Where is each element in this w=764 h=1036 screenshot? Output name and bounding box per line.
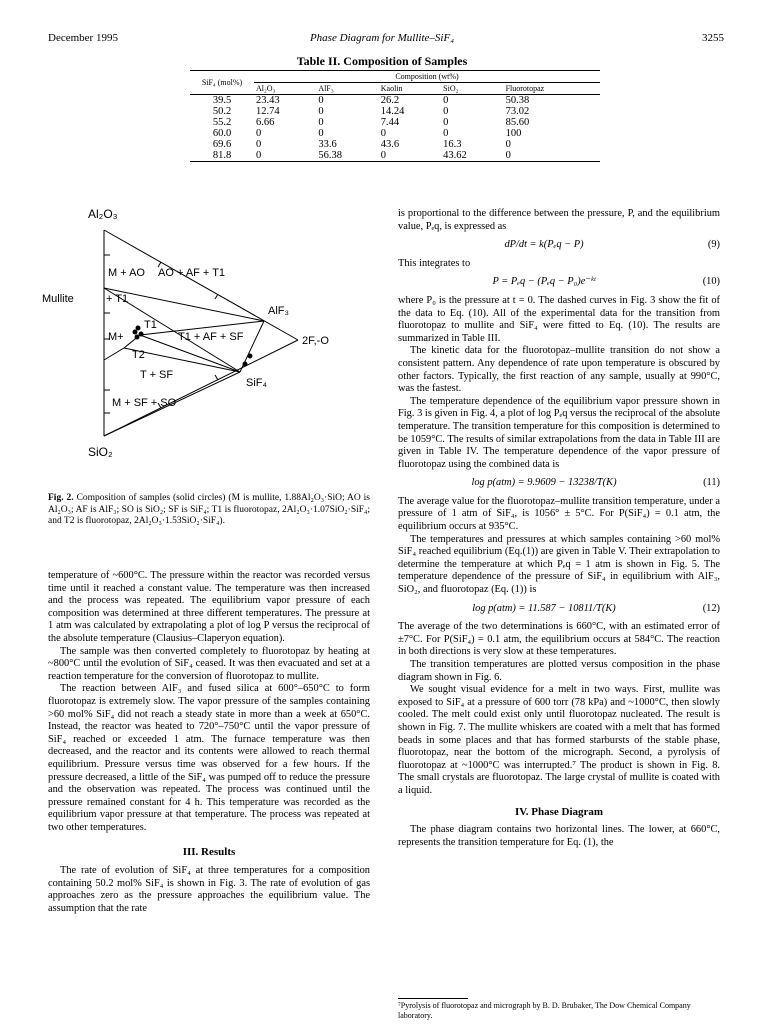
label-sif4: SiF₄ [246,377,267,389]
table-cell: 73.02 [505,106,530,117]
table-cell: 0 [256,128,262,139]
table-header-sif4: SiF₄ (mol%) [201,78,243,87]
equation-9: dP/dt = k(Pₑq − P) (9) [504,239,720,251]
table-cell: 0 [505,139,511,150]
right-paragraph-1: is proportional to the difference between the pressure, P, and the equilibrium value, Pₑq, is expressed as [398,208,720,232]
table-cell: 0 [318,128,324,139]
label-t1-af-sf: T1 + AF + SF [178,331,244,343]
axis-al2o3-2f [104,230,298,340]
table-header-al2o3: Al₂O₃ [256,84,276,93]
right-paragraph-9: The transition temperatures are plotted versus composition in the phase diagram shown in Fig. 6. [398,659,720,683]
table-cell: 6.66 [256,117,275,128]
figure-caption [48,493,370,528]
right-paragraph-2: This integrates to [398,257,471,269]
table-cell: 100 [505,128,522,139]
label-m-t1: + T1 [106,293,129,305]
page-number: 3255 [702,32,724,44]
left-paragraph-3: The reaction between AlF₃ and fused silica at 600°–650°C to form fluorotopaz is extremely slow. The vapor pressure of the samples containing >60 mol% SiF₄ did not reach a steady state in more than a week at 650°C. Instead, the reactor was heated to 720°–750°C until the vapor pressure of SiF₄ reached or exceeded 1 atm. The furnace temperature was then decreased, and the reactor and its contents were allowed to reach thermal equilibrium. Pressure versus time was observed for a few hours. If the pressure decreased, a little of the SiF₄ was pumped off to reduce the pressure and the observation was repeated. The process was continued until the pressure remained constant for 4 h. This temperature was recorded as the equilibrium vapor pressure at that temperature. The process was repeated at two other temperatures. [48,683,370,833]
label-alf3: AlF₃ [268,305,289,317]
footnote [398,998,720,1021]
label-sio2: SiO₂ [88,445,113,459]
equation-12: log p(atm) = 11.587 − 10811/T(K) (12) [472,602,720,614]
right-column [398,208,720,849]
table-cell: 23.43 [256,95,280,106]
right-paragraph-10: We sought visual evidence for a melt in two ways. First, mullite was exposed to SiF₄ at a pressure of 600 torr (78 kPa) and ~1000°C, then slowly cooled. The melt could exist only until fluorotopaz nucleated. The result is shown in Fig. 7. The mullite whiskers are coated with a melt that has formed beads in some places and that has formed starbursts of the stable phase, fluorotopaz, near the bottom of the micrograph. Second, a pyrolysis of fluorotopaz at ~1000°C was interrupted.⁷ The product is shown in Fig. 8. The small crystals are fluorotopaz. The large crystal of mullite is coated with a liquid. [398,684,720,796]
left-paragraph-1: temperature of ~600°C. The pressure within the reactor was recorded versus time until it reached a constant value. The temperature was then increased and the process was repeated. The equilibrium vapor pressure of each composition was determined at three different temperatures. The pressure at 1 atm was calculated by extrapolating a plot of log P versus the reciprocal of the absolute temperature (Clausius–Claperyon equation). [48,570,370,644]
table-row [190,117,600,128]
table-group-header: Composition (wt%) [254,71,600,83]
table-header-fluorotopaz: Fluorotopaz [505,84,545,93]
table-body [190,95,600,162]
table-cell: 0 [256,150,262,161]
table-cell: 12.74 [256,106,280,117]
table-row [190,128,600,139]
right-paragraph-4: The kinetic data for the fluorotopaz–mullite transition do not show a consistent pattern. Any dependence of rate upon temperature is obscured by other factors. Typically, the first reaction of any sample, usually at 990°C, was the fastest. [398,345,720,395]
table-row [190,150,600,162]
table-cell: 0 [380,128,387,139]
table-cell: 60.0 [212,128,232,139]
table-cell: 85.60 [505,117,530,128]
table-header-kaolin: Kaolin [380,84,403,93]
left-paragraph-2: The sample was then converted completely to fluorotopaz by heating at ~800°C until the evolution of SiF₄ ceased. It was then evacuated and set at a reaction temperature for the conversion of fluorotopaz to mullite. [48,645,370,682]
table-title: Table II. Composition of Samples [296,54,468,68]
table-cell: 69.6 [212,139,232,150]
table-cell: 0 [318,117,324,128]
table-row [190,106,600,117]
table-cell: 33.6 [318,139,337,150]
label-ao-af-t1: AO + AF + T1 [158,267,226,279]
label-t2: T2 [132,349,145,361]
table-row [190,95,600,107]
right-paragraph-3: where P₀ is the pressure at t = 0. The dashed curves in Fig. 3 show the fit of the data to Eq. (10). All of the experimental data for the transition from fluorotopaz to mullite and SiF₄ were fitted to Eq. (10). The results are summarized in Table III. [398,294,720,344]
table-cell: 50.2 [212,106,232,117]
figure-caption-text: Composition of samples (solid circles) (M is mullite, 1.88Al₂O₃·SiO; AO is Al₂O₃; AF is AlF₃; SO is SiO₂; SF is SiF₄; T1 is fluorotopaz, 2Al₂O₃·1.07SiO₂·SiF₄; and T2 is fluorotopaz, 2Al₂O₃·1.53SiO₂·SiF₄). [48,493,371,526]
table-cell: 26.2 [380,95,400,106]
table-cell: 55.2 [212,117,232,128]
label-m-plus: M+ [108,331,124,343]
table-header-alf3: AlF₃ [318,84,334,93]
right-paragraph-5: The temperature dependence of the equilibrium vapor pressure shown in Fig. 3 is given in Fig. 4, a plot of log Pₑq versus the reciprocal of the absolute temperature. The transition temperature for this composition is determined to be 1059°C. The results of similar extrapolations from the data in Table III are given in Table IV. The temperature dependence of the vapor pressure of fluorotopaz using the combined data is [398,395,720,470]
right-paragraph-7: The temperatures and pressures at which samples containing >60 mol% SiF₄ reached equilibrium (Eq.(1)) are given in Table V. Their extrapolation to determine the temperature at which Pₑq = 1 atm is shown in Fig. 5. The temperature dependence of the pressure of SiF₄ in equilibrium with AlF₃, SiO₂, and fluorotopaz (Eq. (1)) is [398,533,720,596]
label-m-ao: M + AO [108,267,145,279]
table-cell: 14.24 [380,106,405,117]
table-cell: 0 [505,150,511,161]
right-paragraph-6: The average value for the fluorotopaz–mullite transition temperature, under a pressure of 1 atm of SiF₄, is 1056° ± 5°C. For P(SiF₄) = 0.1 atm, the equilibrium occurs at 935°C. [398,495,720,533]
label-t-sf: T + SF [140,369,174,381]
left-paragraph-4: The rate of evolution of SiF₄ at three temperatures for a composition containing 50.2 mol% SiF₄ is shown in Fig. 3. The rate of evolution of gas approaches zero as the pressure approaches the equilibrium value. The assumption that the rate [48,865,370,914]
label-t1: T1 [144,319,157,331]
phase-triangle-figure [40,200,370,465]
footnote-text: ⁷Pyrolysis of fluorotopaz and micrograph by B. D. Brubaker, The Dow Chemical Company laboratory. [398,1001,691,1020]
section-heading-results: III. Results [182,846,236,859]
line-t2-side [104,348,124,360]
table-cell: 0 [318,95,324,106]
right-paragraph-8: The average of the two determinations is 660°C, with an estimated error of ±7°C. For P(SiF₄) = 0.1 atm, the equilibrium occurs at 584°C. The reaction in both directions is very slow at these temperatures. [398,621,720,658]
table-cell: 50.38 [505,95,530,106]
equation-10: P = Pₑq − (Pₑq − P₀)e⁻ᵏᵗ (10) [492,276,720,288]
table-cell: 0 [443,95,449,106]
table-cell: 43.6 [380,139,400,150]
running-header-title: Phase Diagram for Mullite–SiF₄ [309,32,455,44]
section-heading-phase-diagram: IV. Phase Diagram [514,805,604,818]
table-header-sio2: SiO₂ [443,84,459,93]
table-cell: 0 [443,128,449,139]
label-m-sf-so: M + SF + SO [112,397,177,409]
table-cell: 0 [318,106,324,117]
table-cell: 56.38 [318,150,343,161]
running-header-date: December 1995 [48,32,118,44]
table-cell: 0 [256,139,262,150]
composition-table [190,70,600,162]
table-cell: 0 [443,117,449,128]
table-cell: 16.3 [443,139,462,150]
table-cell: 81.8 [212,150,232,161]
label-mullite: Mullite [42,293,74,305]
left-column [48,570,370,915]
table-cell: 0 [380,150,387,161]
table-cell: 39.5 [212,95,232,106]
label-al2o3: Al₂O₃ [88,207,118,221]
table-cell: 7.44 [380,117,400,128]
label-2f-o: 2F,-O [302,335,329,347]
table-row [190,139,600,150]
table-cell: 0 [443,106,449,117]
table-cell: 43.62 [443,150,467,161]
figure-caption-label: Fig. 2. [48,493,74,503]
right-paragraph-11: The phase diagram contains two horizontal lines. The lower, at 660°C, represents the transition temperature for Eq. (1), the [398,824,720,848]
equation-11: log p(atm) = 9.9609 − 13238/T(K) (11) [471,477,720,489]
